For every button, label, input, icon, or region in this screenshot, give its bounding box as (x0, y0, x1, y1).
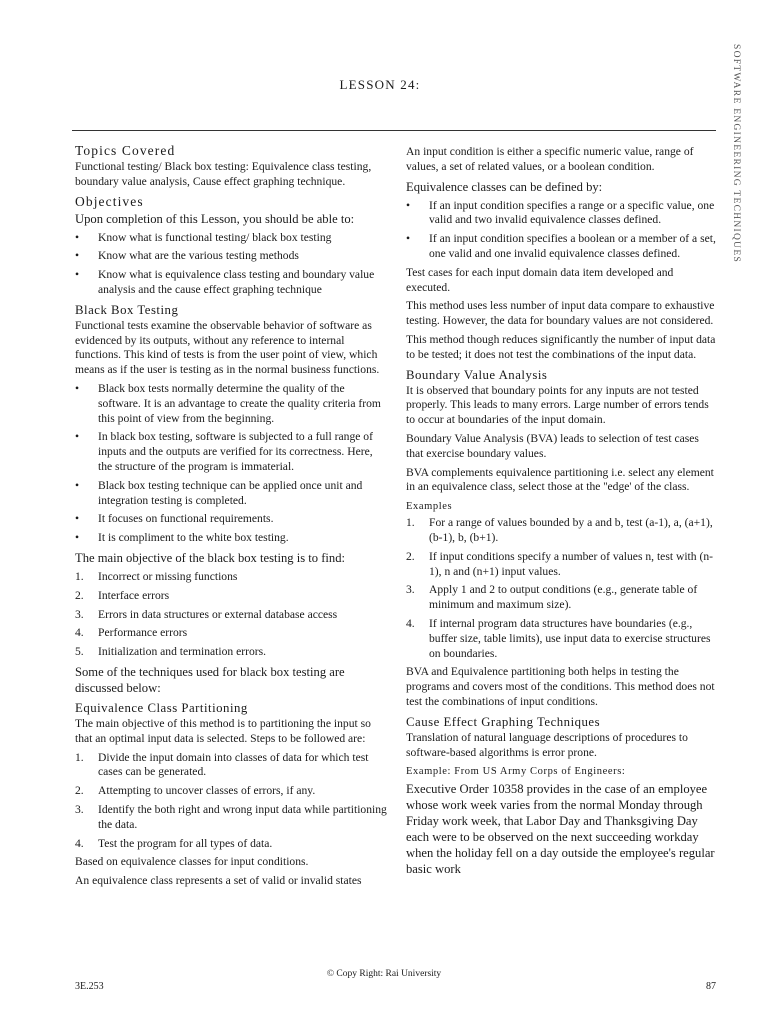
bva-paragraph-1: It is observed that boundary points for any inputs are not tested properly. This leads to many errors. Large number of errors tends to occur at boundaries of the input domain. (406, 383, 709, 427)
footer-code: 3E.253 (75, 981, 104, 992)
left-column (75, 143, 387, 893)
find-list (75, 570, 387, 660)
black-box-paragraph: Functional tests examine the observable behavior of software as evidenced by its outputs, without any reference to internal functions. This kind of tests is from the user point of view, which means as if the user is testing as in the normal business functions. (75, 318, 380, 377)
list-item: 4. Test the program for all types of data. (75, 836, 273, 850)
equivalence-class-heading: Equivalence Class Partitioning (75, 700, 248, 715)
list-item: • If an input condition specifies a range or a specific value, one valid and two invalid equivalence classes defined. (406, 198, 715, 227)
boundary-value-heading: Boundary Value Analysis (406, 367, 548, 382)
equivalence-class-paragraph: The main objective of this method is to partitioning the input so that an optimal input data is selected. Steps to be followed are: (75, 716, 371, 745)
equivalence-steps-list (75, 751, 387, 852)
running-side-title: SOFTWARE ENGINEERING TECHNIQUES (731, 44, 741, 264)
list-item: 4. If internal program data structures have boundaries (e.g., buffer size, table limits), use input data to exercise structures on boundaries. (406, 616, 711, 660)
list-item: • It focuses on functional requirements. (75, 512, 274, 526)
objectives-list (75, 231, 387, 298)
list-item: • Know what is functional testing/ black box testing (75, 230, 332, 244)
list-item: 1. Divide the input domain into classes of data for which test cases can be generated. (75, 750, 369, 779)
list-item: 2. Attempting to uncover classes of errors, if any. (75, 784, 316, 798)
objectives-heading: Objectives (75, 193, 144, 209)
examples-list (406, 516, 718, 661)
list-item: • Black box tests normally determine the quality of the software. It is an advantage to create the quality criteria from this point of view from the beginning. (75, 381, 381, 425)
cause-effect-heading: Cause Effect Graphing Techniques (406, 714, 601, 729)
list-item: 4. Performance errors (75, 626, 188, 640)
list-item: 1. For a range of values bounded by a and b, test (a-1), a, (a+1), (b-1), b, (b+1). (406, 516, 713, 544)
list-item: • In black box testing, software is subjected to a full range of inputs and the outputs are verified for its correctness. Here, the structure of the program is immaterial. (75, 430, 373, 473)
usace-paragraph: Executive Order 10358 provides in the case of an employee whose work week varies from the normal Monday through Friday work week, that Labor Day and Thanksgiving Day each were to be observed on the next succeeding workday when the holiday fell on a day outside the employee's regular basic work (406, 782, 715, 877)
page-number: 87 (706, 981, 716, 992)
test-cases-text: Test cases for each input domain data item developed and executed. (406, 265, 674, 294)
topics-heading: Topics Covered (75, 143, 176, 158)
input-condition-text: An input condition is either a specific numeric value, range of values, a set of related values, or a boolean condition. (406, 145, 694, 173)
lesson-title: LESSON 24: (339, 77, 421, 92)
list-item: 3. Apply 1 and 2 to output conditions (e.g., generate table of minimum and maximum size). (406, 583, 698, 612)
cause-effect-paragraph: Translation of natural language descriptions of procedures to software-based algorithms is error prone. (406, 730, 688, 759)
list-item: 1. Incorrect or missing functions (75, 569, 238, 583)
usace-example-heading: Example: From US Army Corps of Engineers: (406, 766, 626, 778)
examples-heading: Examples (406, 501, 453, 513)
equivalence-defined-lead: Equivalence classes can be defined by: (406, 179, 603, 194)
equivalence-class-definition: An equivalence class represents a set of valid or invalid states (75, 874, 362, 888)
main-objective-text: The main objective of the black box testing is to find: (75, 550, 346, 565)
list-item: 2. If input conditions specify a number of values n, test with (n-1), n and (n+1) input values. (406, 549, 713, 578)
right-column (406, 145, 718, 881)
list-item: 3. Errors in data structures or external database access (75, 607, 338, 621)
list-item: • It is compliment to the white box testing. (75, 531, 289, 545)
list-item: 5. Initialization and termination errors. (75, 645, 267, 659)
list-item: • Know what are the various testing methods (75, 249, 299, 263)
bva-paragraph-2: Boundary Value Analysis (BVA) leads to selection of test cases that exercise boundary values. (406, 431, 699, 460)
less-number-text: This method uses less number of input data compare to exhaustive testing. However, the data for boundary values are not considered. (406, 299, 715, 328)
bva-paragraph-3: BVA complements equivalence partitioning i.e. select any element in an equivalence class, select those at the ''edge' of the class. (406, 465, 714, 494)
header-rule (72, 130, 716, 131)
list-item: • Know what is equivalence class testing and boundary value analysis and the cause effect graphing technique (75, 268, 375, 296)
topics-text: Functional testing/ Black box testing: Equivalence class testing, boundary value analysis, Cause effect graphing technique. (75, 160, 372, 188)
list-item: 2. Interface errors (75, 588, 170, 602)
equivalence-defined-list (406, 199, 718, 262)
reduces-text: This method though reduces significantly the number of input data to be tested; it does not test the combinations of the input data. (406, 332, 716, 361)
list-item: • Black box testing technique can be applied once unit and integration testing is completed. (75, 478, 363, 507)
copyright-footer: © Copy Right: Rai University (326, 969, 442, 979)
list-item: • If an input condition specifies a boolean or a member of a set, one valid and one invalid equivalence classes defined. (406, 232, 716, 260)
black-box-testing-heading: Black Box Testing (75, 302, 179, 317)
bva-equivalence-text: BVA and Equivalence partitioning both helps in testing the programs and covers most of the conditions. This method does not test the combinations of input conditions. (406, 665, 715, 708)
techniques-intro: Some of the techniques used for black box testing are discussed below: (75, 664, 345, 695)
objectives-intro: Upon completion of this Lesson, you should be able to: (75, 211, 355, 226)
based-on-text: Based on equivalence classes for input conditions. (75, 855, 309, 869)
black-box-bullets (75, 382, 387, 546)
list-item: 3. Identify the both right and wrong input data while partitioning the data. (75, 802, 387, 831)
